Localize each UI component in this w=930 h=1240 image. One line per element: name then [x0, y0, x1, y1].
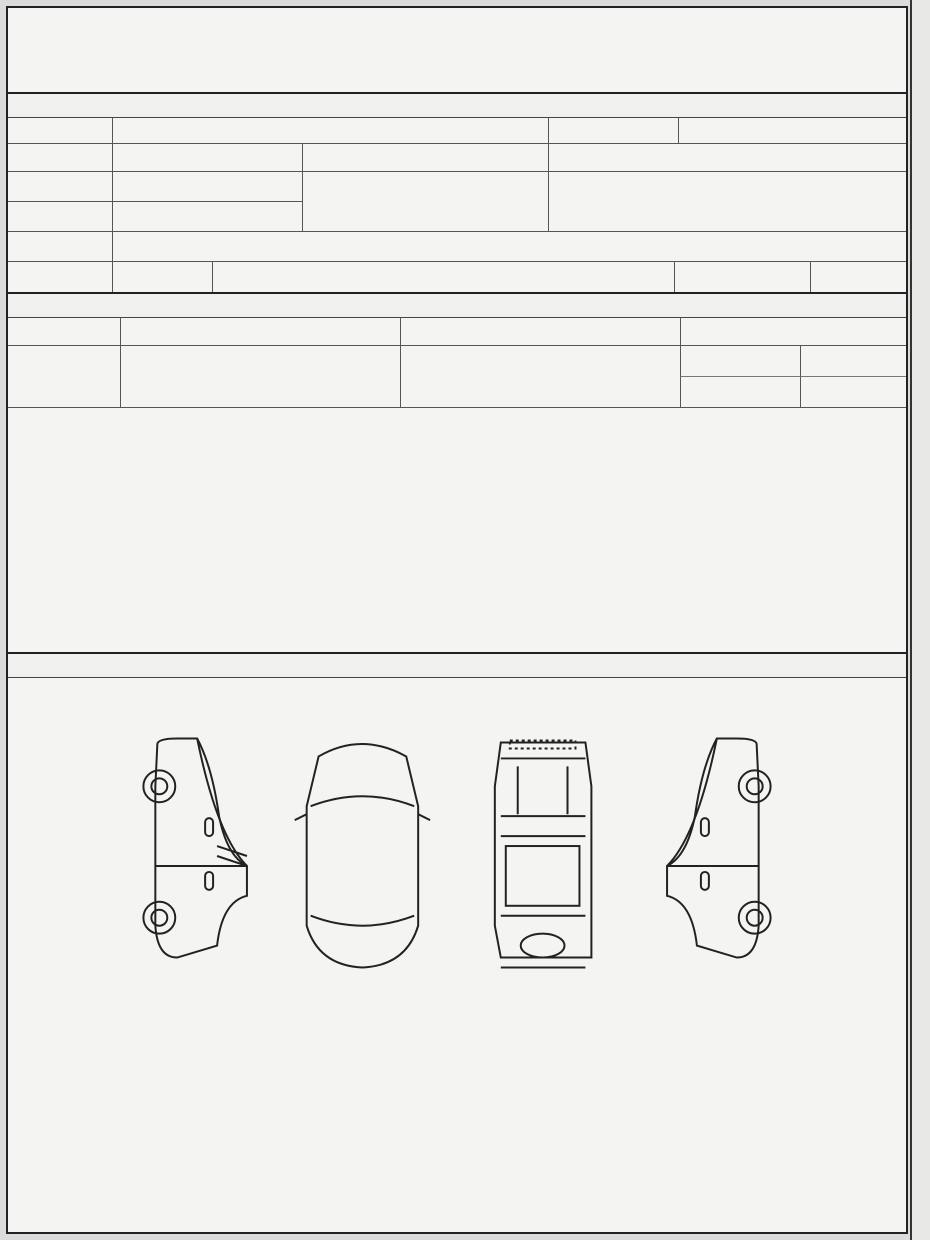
warranty-options [294, 262, 674, 292]
row-engine [8, 262, 906, 292]
first-reg-value [112, 172, 302, 202]
engine-label [8, 262, 112, 292]
warranty-label [212, 262, 302, 292]
mileage-options-2 [120, 377, 400, 408]
fuel-options [112, 232, 908, 261]
col-usage [8, 318, 120, 345]
row-mileage [8, 346, 906, 408]
reg-no-label [548, 118, 678, 143]
mileage-options-1 [120, 346, 400, 377]
col-state [120, 318, 400, 345]
car-name-label [8, 118, 112, 143]
row-fuel [8, 232, 906, 262]
engine-value [112, 262, 212, 292]
col-item [400, 318, 680, 345]
overall-column-head [8, 318, 906, 346]
first-reg-label [8, 172, 112, 202]
car-name-value [112, 118, 548, 143]
fuel-label [8, 232, 112, 261]
row-year [8, 144, 906, 172]
mileage-label [8, 346, 120, 407]
mileage-won-1 [680, 346, 800, 377]
car-part-diagram [8, 726, 906, 988]
car-frame-view [495, 741, 592, 968]
mileage-won-2 [680, 377, 800, 408]
trans-label [302, 172, 548, 231]
accident-header [8, 652, 906, 678]
col-price [680, 318, 908, 345]
next-page-edge [910, 0, 930, 1240]
year-value [112, 144, 302, 171]
reg-no-value [678, 118, 908, 143]
mileage-note-1 [800, 346, 908, 377]
price-won [810, 262, 908, 292]
overall-header [8, 292, 906, 318]
car-right-side-view [667, 739, 771, 958]
vin-value [112, 202, 302, 232]
mileage-text [400, 346, 680, 407]
vin-label [8, 202, 112, 232]
inspect-value [548, 144, 908, 171]
mileage-note-2 [800, 377, 908, 408]
inspection-form [6, 6, 908, 1234]
row-first-reg [8, 172, 906, 232]
year-label [8, 144, 112, 171]
car-top-view [295, 744, 430, 968]
row-car-name [8, 118, 906, 144]
price-label [674, 262, 810, 292]
car-left-side-view [143, 739, 247, 958]
transmission-options [548, 172, 908, 231]
inspect-label [302, 144, 548, 171]
basic-info-header [8, 92, 906, 118]
